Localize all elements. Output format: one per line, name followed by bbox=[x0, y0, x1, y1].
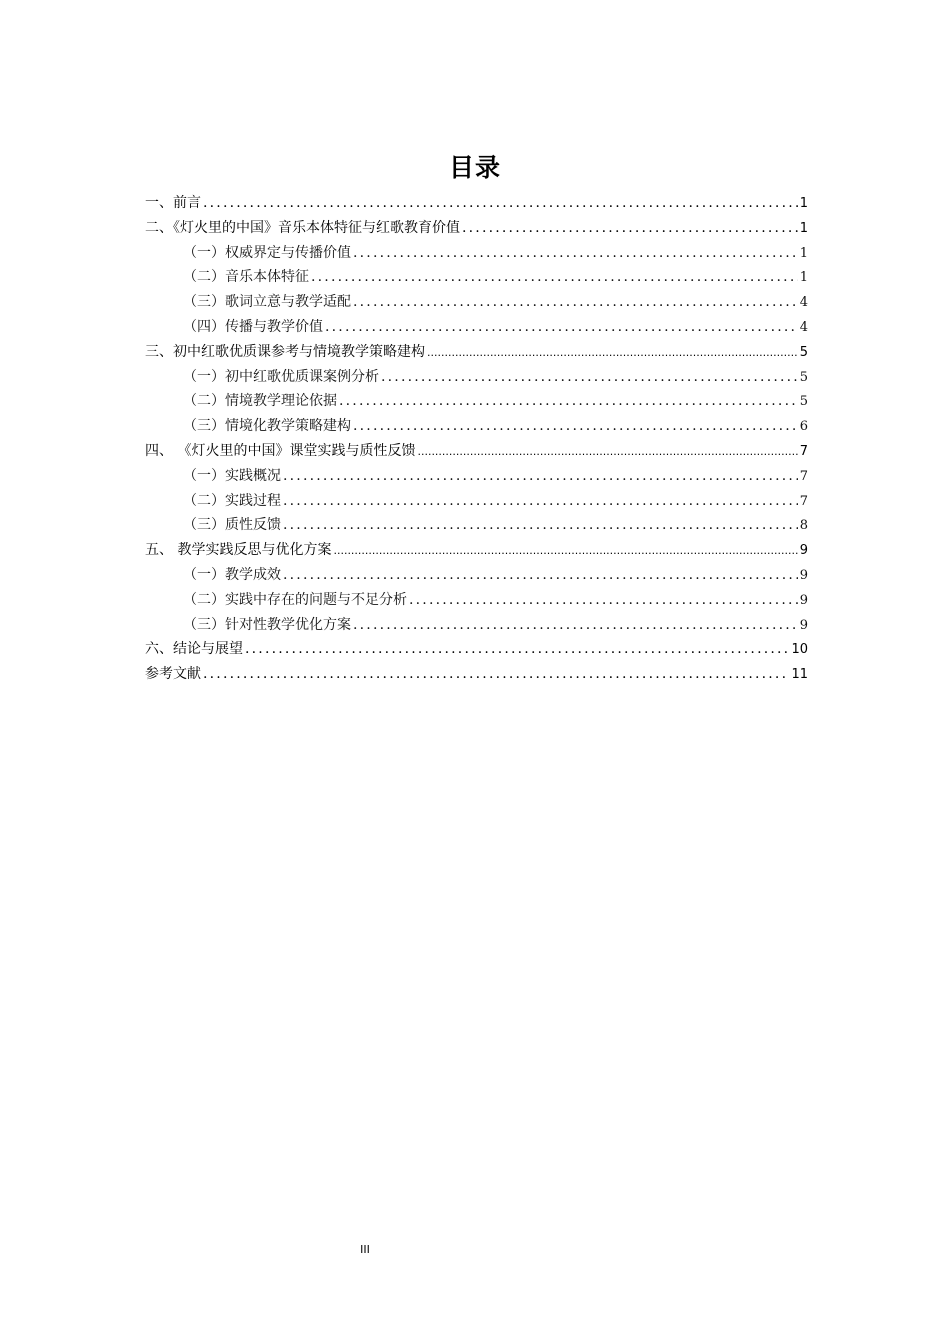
toc-entry-page: 9 bbox=[799, 543, 808, 559]
toc-entry-label: （一）权威界定与传播价值 bbox=[183, 244, 351, 261]
toc-entry[interactable] bbox=[145, 216, 808, 241]
toc-entry-page: 5 bbox=[799, 344, 808, 360]
toc-entry-label: （一）实践概况 bbox=[183, 467, 281, 484]
toc-entry-page: 1 bbox=[799, 220, 808, 236]
toc-entry-label: （二）音乐本体特征 bbox=[183, 269, 309, 286]
toc-subentry[interactable] bbox=[145, 464, 808, 489]
toc-entry-label: （三）歌词立意与教学适配 bbox=[183, 294, 351, 311]
toc-entry-page: 8 bbox=[799, 518, 808, 534]
toc-entry-label: （三）针对性教学优化方案 bbox=[183, 616, 351, 633]
toc-entry-label: 六、结论与展望 bbox=[145, 641, 243, 658]
toc-entry-page: 9 bbox=[799, 592, 808, 608]
toc-entry[interactable] bbox=[145, 538, 808, 563]
toc-entry[interactable] bbox=[145, 637, 808, 662]
toc-subentry[interactable] bbox=[145, 315, 808, 340]
toc-dot-leader bbox=[381, 365, 798, 390]
toc-entry-label: （二）实践过程 bbox=[183, 492, 281, 509]
toc-entry-label: （一）教学成效 bbox=[183, 566, 281, 583]
toc-subentry[interactable] bbox=[145, 365, 808, 390]
toc-entry-label: 二、《灯火里的中国》音乐本体特征与红歌教育价值 bbox=[145, 219, 460, 236]
toc-entry-page: 10 bbox=[791, 642, 808, 658]
toc-subentry[interactable] bbox=[145, 389, 808, 414]
toc-entry-label: （四）传播与教学价值 bbox=[183, 318, 323, 335]
toc-entry-label: （三）情境化教学策略建构 bbox=[183, 418, 351, 435]
toc-entry-label: （三）质性反馈 bbox=[183, 517, 281, 534]
toc-dot-leader bbox=[245, 637, 789, 662]
toc-entry-page: 5 bbox=[799, 394, 808, 410]
toc-entry-page: 7 bbox=[799, 443, 808, 459]
toc-subentry[interactable] bbox=[145, 290, 808, 315]
toc-entry-page: 11 bbox=[791, 667, 808, 683]
toc-subentry[interactable] bbox=[145, 588, 808, 613]
toc-entry-page: 6 bbox=[799, 419, 808, 435]
toc-dot-leader bbox=[462, 216, 798, 241]
toc-dot-leader bbox=[283, 464, 798, 489]
toc-dot-leader bbox=[311, 265, 798, 290]
toc-dot-leader bbox=[353, 414, 798, 439]
toc-entry-label: 四、 《灯火里的中国》课堂实践与质性反馈 bbox=[145, 442, 416, 459]
toc-entry-label: 五、 教学实践反思与优化方案 bbox=[145, 542, 332, 559]
toc-dot-leader bbox=[333, 539, 797, 564]
toc-dot-leader bbox=[417, 440, 797, 465]
toc-entry[interactable] bbox=[145, 662, 808, 687]
toc-entry-label: （二）情境教学理论依据 bbox=[183, 393, 337, 410]
toc-subentry[interactable] bbox=[145, 489, 808, 514]
toc-entry-page: 1 bbox=[799, 245, 808, 261]
toc-dot-leader bbox=[283, 563, 798, 588]
toc-entry-page: 4 bbox=[799, 295, 808, 311]
toc-subentry[interactable] bbox=[145, 265, 808, 290]
toc-dot-leader bbox=[339, 389, 798, 414]
toc-entry-label: 三、初中红歌优质课参考与情境教学策略建构 bbox=[145, 343, 425, 360]
toc-entry[interactable] bbox=[145, 439, 808, 464]
toc-entry-page: 9 bbox=[799, 617, 808, 633]
toc-subentry[interactable] bbox=[145, 563, 808, 588]
toc-dot-leader bbox=[353, 290, 798, 315]
toc-entry-page: 1 bbox=[799, 196, 808, 211]
toc-subentry[interactable] bbox=[145, 414, 808, 439]
toc-subentry[interactable] bbox=[145, 241, 808, 266]
toc-subentry[interactable] bbox=[145, 613, 808, 638]
toc-entry-label: （二）实践中存在的问题与不足分析 bbox=[183, 591, 407, 608]
toc-entry-page: 4 bbox=[799, 319, 808, 335]
toc-dot-leader bbox=[353, 613, 798, 638]
footer-page-number: III bbox=[360, 1243, 370, 1256]
toc-entry-label: 一、前言 bbox=[145, 195, 201, 211]
toc-dot-leader bbox=[325, 315, 798, 340]
toc-subentry[interactable] bbox=[145, 513, 808, 538]
toc-dot-leader bbox=[283, 489, 798, 514]
toc-entry[interactable] bbox=[145, 191, 808, 216]
toc-dot-leader bbox=[409, 588, 798, 613]
toc-entry[interactable] bbox=[145, 340, 808, 365]
toc-entry-page: 5 bbox=[799, 369, 808, 385]
toc-entry-page: 7 bbox=[799, 493, 808, 509]
toc-entry-label: 参考文献 bbox=[145, 666, 201, 683]
toc-entry-label: （一）初中红歌优质课案例分析 bbox=[183, 368, 379, 385]
toc-dot-leader bbox=[203, 191, 798, 216]
table-of-contents bbox=[145, 191, 808, 687]
toc-entry-page: 7 bbox=[799, 468, 808, 484]
toc-dot-leader bbox=[203, 662, 789, 687]
toc-dot-leader bbox=[353, 241, 798, 266]
toc-entry-page: 9 bbox=[799, 567, 808, 583]
page-title: 目录 bbox=[448, 153, 501, 182]
toc-dot-leader bbox=[283, 513, 798, 538]
toc-entry-page: 1 bbox=[799, 270, 808, 286]
toc-dot-leader bbox=[427, 341, 798, 366]
